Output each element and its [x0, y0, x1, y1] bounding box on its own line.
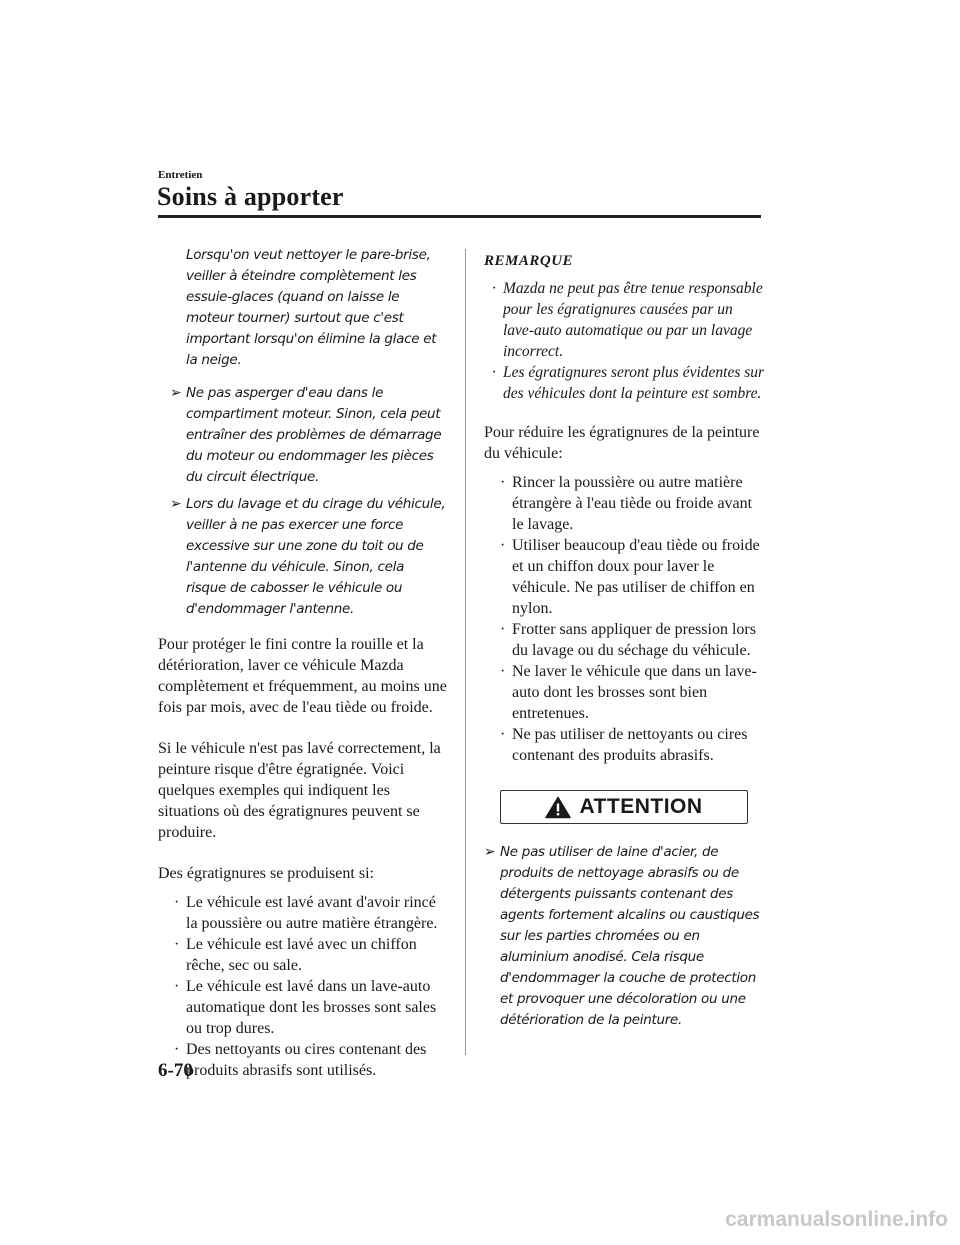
bullet-dot: · [500, 726, 506, 743]
title-divider [158, 215, 761, 218]
warning-item [158, 494, 448, 620]
list-item [484, 619, 766, 661]
note-item-text: Mazda ne peut pas être tenue responsable pour les égratignures causées par un lave-auto automatique ou par un lavage incorrect. [503, 280, 763, 360]
page-title: Soins à apporter [157, 182, 344, 211]
attention-label: ATTENTION [579, 795, 703, 818]
warning-item-text: Ne pas asperger d'eau dans le compartiment moteur. Sinon, cela peut entraîner des problèmes de démarrage du moteur ou endommager les pièces du circuit électrique. [186, 385, 442, 485]
list-item [484, 661, 766, 724]
attention-item [484, 842, 766, 1031]
section-label: Entretien [158, 169, 203, 181]
bullet-dot: · [174, 936, 180, 953]
list-item [484, 472, 766, 535]
tips-list [484, 472, 766, 766]
scratch-causes-list [158, 892, 448, 1081]
note-item [484, 278, 766, 362]
arrow-bullet-icon: ➢ [170, 385, 182, 401]
bullet-dot: · [492, 280, 496, 297]
list-item-text: Frotter sans appliquer de pression lors du lavage ou du séchage du véhicule. [512, 621, 756, 659]
right-column [484, 251, 766, 1031]
list-item [158, 976, 448, 1039]
column-divider [465, 249, 466, 1055]
left-column [158, 245, 448, 1081]
watermark: carmanualsonline.info [725, 1208, 948, 1231]
bullet-dot: · [174, 1041, 180, 1058]
bullet-dot: · [500, 474, 506, 491]
bullet-dot: · [500, 621, 506, 638]
page-number: 6-70 [158, 1060, 193, 1081]
note-heading: REMARQUE [484, 253, 574, 269]
paragraph: Pour protéger le fini contre la rouille et la détérioration, laver ce véhicule Mazda complètement et fréquemment, au moins une fois par mois, avec de l'eau tiède ou froide. [158, 636, 447, 716]
list-item [158, 1039, 448, 1081]
warning-item [158, 383, 448, 488]
paragraph: Pour réduire les égratignures de la peinture du véhicule: [484, 424, 760, 462]
bullet-dot: · [500, 537, 506, 554]
bullet-dot: · [500, 663, 506, 680]
list-item-text: Ne laver le véhicule que dans un lave-auto dont les brosses sont bien entretenues. [512, 663, 757, 722]
warning-triangle-icon [545, 796, 571, 819]
arrow-bullet-icon: ➢ [170, 496, 182, 512]
warning-continuation: Lorsqu'on veut nettoyer le pare-brise, veiller à éteindre complètement les essuie-glaces (quand on laisse le moteur tourner) surtout que c'est important lorsqu'on élimine la glace et la neige. [186, 247, 437, 368]
warning-item-text: Lors du lavage et du cirage du véhicule, veiller à ne pas exercer une force excessive sur une zone du toit ou de l'antenne du véhicule. Sinon, cela risque de cabosser le véhicule ou d'endommager l'antenne. [186, 496, 446, 617]
note-item-text: Les égratignures seront plus évidentes sur des véhicules dont la peinture est sombre. [503, 364, 765, 402]
attention-banner [500, 790, 748, 824]
list-item-text: Utiliser beaucoup d'eau tiède ou froide et un chiffon doux pour laver le véhicule. Ne pas utiliser de chiffon en nylon. [512, 537, 760, 617]
list-item-text: Rincer la poussière ou autre matière étrangère à l'eau tiède ou froide avant le lavage. [512, 474, 753, 533]
list-item [484, 724, 766, 766]
paragraph: Si le véhicule n'est pas lavé correctement, la peinture risque d'être égratignée. Voici quelques exemples qui indiquent les situations où des égratignures peuvent se produire. [158, 740, 441, 841]
bullet-dot: · [174, 894, 180, 911]
bullet-dot: · [174, 978, 180, 995]
list-item [158, 934, 448, 976]
paragraph: Des égratignures se produisent si: [158, 865, 374, 882]
bullet-dot: · [492, 364, 496, 381]
list-item-text: Le véhicule est lavé avant d'avoir rincé la poussière ou autre matière étrangère. [186, 894, 438, 932]
note-list [484, 278, 766, 404]
arrow-bullet-icon: ➢ [484, 844, 496, 860]
list-item [484, 535, 766, 619]
list-item-text: Des nettoyants ou cires contenant des produits abrasifs sont utilisés. [186, 1041, 427, 1079]
note-item [484, 362, 766, 404]
list-item-text: Le véhicule est lavé dans un lave-auto automatique dont les brosses sont sales ou trop dures. [186, 978, 437, 1037]
list-item-text: Ne pas utiliser de nettoyants ou cires contenant des produits abrasifs. [512, 726, 748, 764]
list-item-text: Le véhicule est lavé avec un chiffon rêche, sec ou sale. [186, 936, 417, 974]
attention-item-text: Ne pas utiliser de laine d'acier, de produits de nettoyage abrasifs ou de détergents puissants contenant des agents fortement alcalins ou caustiques sur les parties chromées ou en aluminium anodisé. Cela risque d'endommager la couche de protection et provoquer une décoloration ou une détérioration de la peinture. [500, 844, 760, 1028]
list-item [158, 892, 448, 934]
